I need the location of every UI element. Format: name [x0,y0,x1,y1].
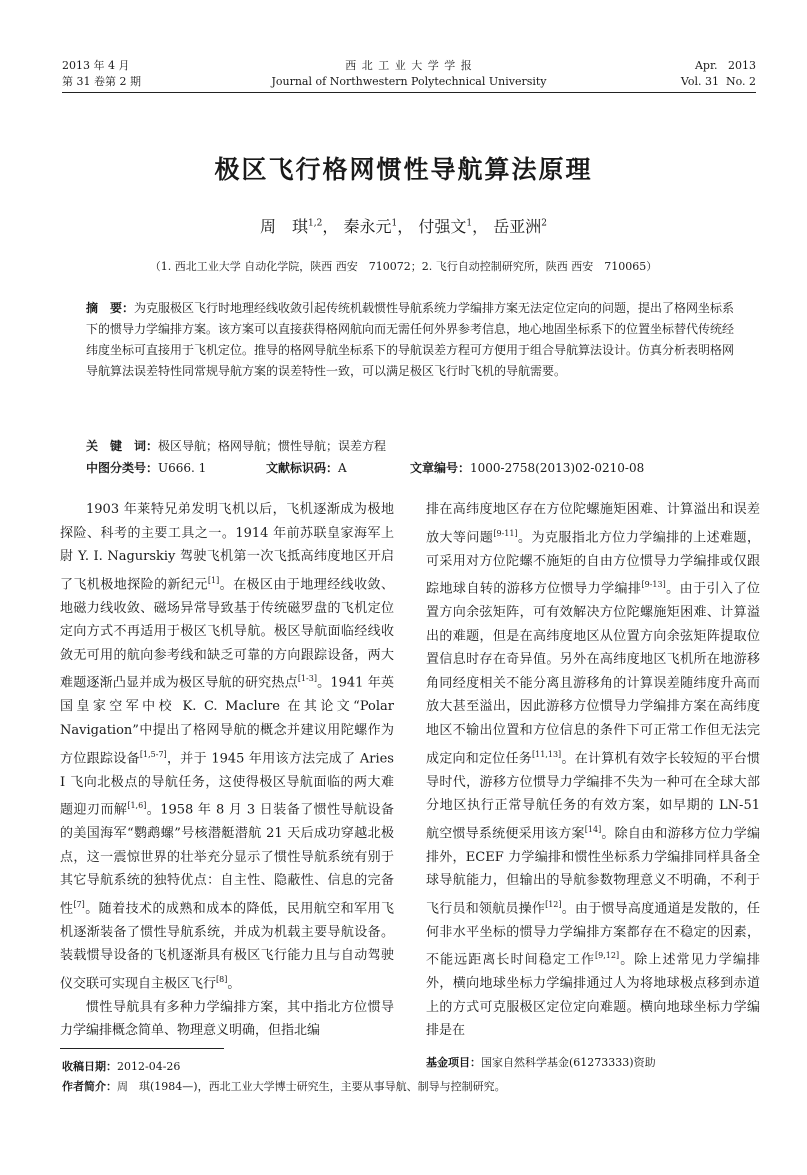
body-column-left [60,498,394,1043]
paragraph-text: ，并于 1945 年用该方法完成了 Aries Ⅰ 飞向北极点的导航任务，这使得极区导航面临的两大难题迎刃而解 [60,750,394,818]
paragraph [60,498,394,996]
author-affil-mark: 1,2 [308,218,323,229]
paragraph-text: 。由于惯导高度通道是发散的，任何非水平坐标的惯导力学编排方案都存在不稳定的因素，不能远距离长时间稳定工作 [426,901,760,968]
fund-label: 基金项目： [426,1056,481,1069]
doc-code [266,458,347,478]
citation: [9-13] [641,580,666,590]
article-number [410,458,644,478]
issue-volume-en: Vol. 31 No. 2 [680,75,756,88]
abstract-label: 摘 要： [86,301,135,315]
bio-value: 周 琪(1984—)，西北工业大学博士研究生，主要从事导航、制导与控制研究。 [117,1080,506,1093]
paragraph-text: 惯性导航具有多种力学编排方案，其中指北方位惯导力学编排概念简单、物理意义明确，但指北编 [60,999,394,1039]
citation: [14] [584,824,602,834]
author-bio [62,1078,506,1096]
doc-code-label: 文献标识码： [266,461,339,475]
paragraph-text: 。 [227,976,241,992]
citation: [1,6] [127,801,147,811]
paragraph-text: 。为克服指北方位力学编排的上述难题，可采用对方位陀螺不施矩的自由方位惯导力学编排或仅跟踪地球自转的游移方位惯导力学编排 [426,529,760,597]
article-number-value: 1000-2758(2013)02-0210-08 [470,461,645,475]
paragraph-text: 。除上述常见力学编排外，横向地球坐标力学编排通过人为将地球极点移到赤道上的方式可克服极区定位定向难题。横向地球坐标力学编排是在 [426,952,760,1039]
keywords-label: 关 键 词： [86,439,159,453]
header-rule [62,92,756,93]
author-name: 秦永元 [343,217,392,236]
paragraph-text: 。随着技术的成熟和成本的降低，民用航空和军用飞机逐渐装备了惯性导航系统，并成为机载主要导航设备。装载惯导设备的飞机逐渐具有极区飞行能力且与自动驾驶仪交联可实现自主极区飞行 [60,901,394,992]
doc-code-value: A [338,461,347,475]
abstract [86,298,741,382]
received-value: 2012-04-26 [117,1060,181,1073]
citation: [1-3] [297,674,317,684]
issue-month: 2013 年 4 月 [62,59,130,72]
paragraph-text: 。1958 年 8 月 3 日装备了惯性导航设备的美国海军“鹦鹉螺”号核潜艇潜航 21 天后成功穿越北极点，这一震惊世界的壮举充分显示了惯性导航系统有别于其它导航系统的独特优点：自主性、隐蔽性、信息的完备性 [60,802,394,917]
bio-label: 作者简介： [62,1080,117,1093]
abstract-text: 为克服极区飞行时地理经线收敛引起传统机载惯性导航系统力学编排方案无法定位定向的问题，提出了格网坐标系下的惯导力学编排方案。该方案可以直接获得格网航向而无需任何外界参考信息，地心地固坐标系下的位置坐标替代传统经纬度坐标可直接用于飞机定位。推导的格网导航坐标系下的导航误差方程可方便用于组合导航算法设计。仿真分析表明格网导航算法误差特性同常规导航方案的误差特性一致，可以满足极区飞行时飞机的导航需要。 [86,301,735,378]
citation: [9-11] [493,528,518,538]
keywords-text: 极区导航；格网导航；惯性导航；误差方程 [158,439,387,453]
citation: [8] [216,974,228,984]
author-list [0,214,807,237]
journal-name-en: Journal of Northwestern Polytechnical University [271,75,547,88]
classification-row [86,458,766,478]
paragraph-text: 。由于引入了位置方向余弦矩阵，可有效解决方位陀螺施矩困难、计算溢出的难题，但是在高纬度地区从位置方向余弦矩阵提取位置信息时存在奇异值。另外在高纬度地区飞机所在地游移角同经度相关不能分离且游移角的计算误差随纬度升高而放大甚至溢出，因此游移方位惯导力学编排方案在高纬度地区不输出位置和方位信息的条件下可正常工作但无法完成定向和定位任务 [426,581,760,766]
author-name: 岳亚洲 [493,217,542,236]
author-separator: ， [322,217,339,236]
issue-date-en [681,58,756,90]
running-header [62,58,756,92]
author-affil-mark: 2 [541,218,547,229]
keywords [86,436,741,456]
received-date [62,1058,180,1076]
body-column-right [426,498,760,1043]
footnote-rule [60,1048,224,1049]
citation: [7] [73,899,85,909]
clc-value: U666. 1 [158,461,207,475]
article-number-label: 文章编号： [410,461,471,475]
author-affil-mark: 1 [466,218,473,229]
fund-info [426,1054,656,1072]
citation: [11,13] [532,749,562,759]
author-separator: ， [397,217,414,236]
received-label: 收稿日期： [62,1060,117,1073]
author-name: 周 琪 [260,217,309,236]
issue-volume: 第 31 卷第 2 期 [62,75,141,88]
paragraph [60,996,394,1043]
author-name: 付强文 [418,217,467,236]
paragraph-text: 。1941 年英国皇家空军中校 K. C. Maclure 在其论文“Polar Navigation”中提出了格网导航的概念并建议用陀螺作为方位跟踪设备 [60,675,394,766]
paragraph-text: 。除自由和游移方位力学编排外，ECEF 力学编排和惯性坐标系力学编排同样具备全球导航能力，但输出的导航参数物理意义不明确，不利于飞行员和领航员操作 [426,826,760,917]
issue-month-en: Apr. 2013 [694,59,756,72]
clc-number [86,461,206,475]
paragraph [426,498,760,1043]
clc-label: 中图分类号： [86,461,159,475]
citation: [9,12] [595,951,620,961]
paragraph-text: 。在极区由于地理经线收敛、地磁力线收敛、磁场异常导致基于传统磁罗盘的飞机定位定向方式不再适用于极区飞机导航。极区导航面临经线收敛无可用的航向参考线和缺乏可靠的方向跟踪设备，两大难题逐渐凸显并成为极区导航的研究热点 [60,577,394,691]
fund-value: 国家自然科学基金(61273333)资助 [481,1056,656,1069]
citation: [1] [207,575,220,585]
journal-name [62,58,756,90]
author-affil-mark: 1 [391,218,398,229]
paragraph-text: 1903 年莱特兄弟发明飞机以后，飞机逐渐成为极地探险、科考的主要工具之一。1914 年前苏联皇家海军上尉 Y. I. Nagurskiy 驾驶飞机第一次飞抵高纬度地区开启了飞机极地探险的新纪元 [60,502,394,593]
paper-title: 极区飞行格网惯性导航算法原理 [214,155,593,184]
journal-name-cn: 西 北 工 业 大 学 学 报 [345,59,473,72]
affiliation: （1. 西北工业大学 自动化学院，陕西 西安 710072；2. 飞行自动控制研究所，陕西 西安 710065） [149,260,658,273]
citation: [12] [545,899,562,909]
paragraph-text: 排在高纬度地区存在方位陀螺施矩困难、计算溢出和误差放大等问题 [426,502,760,545]
author-separator: ， [472,217,489,236]
citation: [1,5-7] [139,749,167,759]
paragraph-text: 。在计算机有效字长较短的平台惯导时代，游移方位惯导力学编排不失为一种可在全球大部分地区执行正常导航任务的有效方案，如早期的 LN-51 航空惯导系统便采用该方案 [426,750,760,842]
